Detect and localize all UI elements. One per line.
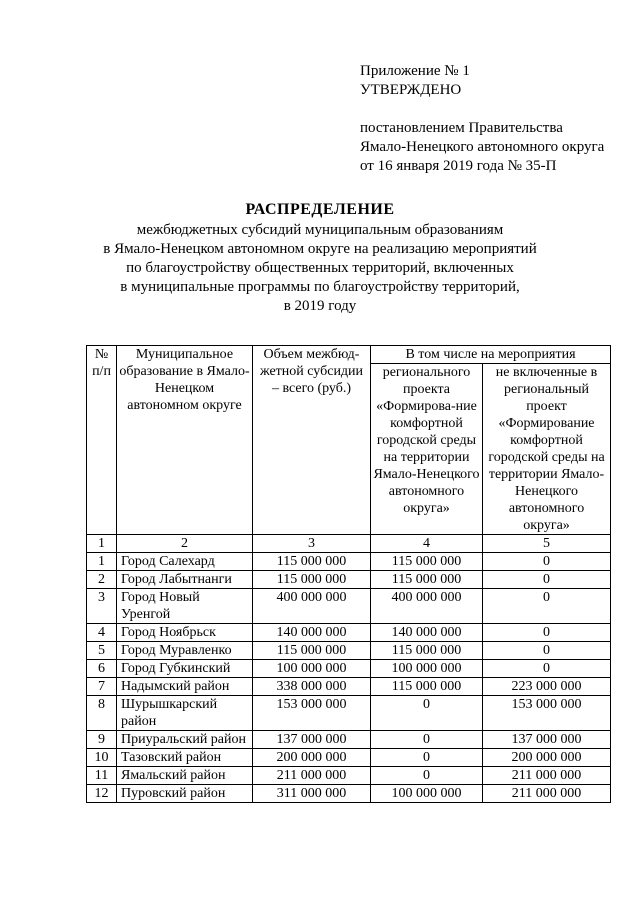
regional-project-cell: 100 000 000 (371, 785, 483, 803)
regional-project-cell: 0 (371, 696, 483, 731)
subtitle-line-1: межбюджетных субсидий муниципальным образованиям (136, 222, 504, 238)
header-regional: регионального проекта «Формирова-ние комфортной городской среды на территории Ямало-Ненецкого автономного округа» (371, 364, 483, 535)
not-included-cell: 0 (483, 553, 611, 571)
municipality-name-cell: Шурышкарский район (117, 696, 253, 731)
row-number-cell: 2 (87, 571, 117, 589)
table-row (87, 731, 611, 749)
municipality-name-cell: Город Салехард (117, 553, 253, 571)
index-cell: 3 (253, 535, 371, 553)
regional-project-cell: 0 (371, 749, 483, 767)
not-included-cell: 223 000 000 (483, 678, 611, 696)
appendix-label: Приложение № 1 (360, 63, 470, 79)
table-row (87, 553, 611, 571)
row-number-cell: 11 (87, 767, 117, 785)
header-group: В том числе на мероприятия (371, 346, 611, 364)
document-title-block (0, 200, 640, 316)
index-cell: 2 (117, 535, 253, 553)
resolution-line-1: постановлением Правительства (360, 120, 563, 136)
header-total: Объем межбюд-жетной субсидии – всего (руб.) (253, 346, 371, 535)
table-row (87, 571, 611, 589)
table-row (87, 642, 611, 660)
table-row (87, 678, 611, 696)
total-subsidy-cell: 211 000 000 (253, 767, 371, 785)
not-included-cell: 211 000 000 (483, 785, 611, 803)
resolution-line-2: Ямало-Ненецкого автономного округа (360, 139, 605, 155)
row-number-cell: 7 (87, 678, 117, 696)
total-subsidy-cell: 115 000 000 (253, 553, 371, 571)
row-number-cell: 8 (87, 696, 117, 731)
row-number-cell: 9 (87, 731, 117, 749)
table-row (87, 785, 611, 803)
not-included-cell: 0 (483, 571, 611, 589)
regional-project-cell: 400 000 000 (371, 589, 483, 624)
table-row (87, 589, 611, 624)
municipality-name-cell: Приуральский район (117, 731, 253, 749)
not-included-cell: 153 000 000 (483, 696, 611, 731)
municipality-name-cell: Тазовский район (117, 749, 253, 767)
row-number-cell: 5 (87, 642, 117, 660)
index-cell: 4 (371, 535, 483, 553)
regional-project-cell: 0 (371, 731, 483, 749)
regional-project-cell: 115 000 000 (371, 678, 483, 696)
regional-project-cell: 115 000 000 (371, 642, 483, 660)
row-number-cell: 12 (87, 785, 117, 803)
total-subsidy-cell: 400 000 000 (253, 589, 371, 624)
not-included-cell: 0 (483, 642, 611, 660)
not-included-cell: 0 (483, 589, 611, 624)
regional-project-cell: 140 000 000 (371, 624, 483, 642)
row-number-cell: 3 (87, 589, 117, 624)
subtitle-line-5: в 2019 году (283, 298, 357, 314)
table-row (87, 660, 611, 678)
row-number-cell: 6 (87, 660, 117, 678)
total-subsidy-cell: 100 000 000 (253, 660, 371, 678)
header-municipality: Муниципальное образование в Ямало-Ненецком автономном округе (117, 346, 253, 535)
distribution-table (86, 345, 611, 803)
table-row (87, 767, 611, 785)
total-subsidy-cell: 115 000 000 (253, 571, 371, 589)
regional-project-cell: 115 000 000 (371, 571, 483, 589)
municipality-name-cell: Город Ноябрьск (117, 624, 253, 642)
not-included-cell: 0 (483, 624, 611, 642)
row-number-cell: 10 (87, 749, 117, 767)
total-subsidy-cell: 338 000 000 (253, 678, 371, 696)
row-number-cell: 1 (87, 553, 117, 571)
municipality-name-cell: Пуровский район (117, 785, 253, 803)
total-subsidy-cell: 311 000 000 (253, 785, 371, 803)
total-subsidy-cell: 200 000 000 (253, 749, 371, 767)
total-subsidy-cell: 137 000 000 (253, 731, 371, 749)
regional-project-cell: 115 000 000 (371, 553, 483, 571)
not-included-cell: 200 000 000 (483, 749, 611, 767)
index-cell: 1 (87, 535, 117, 553)
subtitle-line-2: в Ямало-Ненецком автономном округе на реализацию мероприятий (103, 241, 537, 257)
document-title: РАСПРЕДЕЛЕНИЕ (245, 201, 395, 218)
resolution-line-3: от 16 января 2019 года № 35-П (360, 158, 557, 174)
subtitle-line-3: по благоустройству общественных территорий, включенных (126, 260, 514, 276)
approval-header (360, 62, 604, 176)
municipality-name-cell: Надымский район (117, 678, 253, 696)
table-row (87, 749, 611, 767)
municipality-name-cell: Город Новый Уренгой (117, 589, 253, 624)
index-cell: 5 (483, 535, 611, 553)
municipality-name-cell: Город Губкинский (117, 660, 253, 678)
header-num: № п/п (87, 346, 117, 535)
not-included-cell: 211 000 000 (483, 767, 611, 785)
subtitle-line-4: в муниципальные программы по благоустройству территорий, (120, 279, 520, 295)
municipality-name-cell: Ямальский район (117, 767, 253, 785)
municipality-name-cell: Город Муравленко (117, 642, 253, 660)
total-subsidy-cell: 153 000 000 (253, 696, 371, 731)
total-subsidy-cell: 115 000 000 (253, 642, 371, 660)
row-number-cell: 4 (87, 624, 117, 642)
table-row (87, 696, 611, 731)
index-row (87, 535, 611, 553)
header-not-included: не включенные в региональный проект «Формирование комфортной городской среды на территории Ямало-Ненецкого автономного округа» (483, 364, 611, 535)
not-included-cell: 0 (483, 660, 611, 678)
regional-project-cell: 100 000 000 (371, 660, 483, 678)
municipality-name-cell: Город Лабытнанги (117, 571, 253, 589)
total-subsidy-cell: 140 000 000 (253, 624, 371, 642)
approved-label: УТВЕРЖДЕНО (360, 82, 462, 98)
not-included-cell: 137 000 000 (483, 731, 611, 749)
regional-project-cell: 0 (371, 767, 483, 785)
table-row (87, 624, 611, 642)
